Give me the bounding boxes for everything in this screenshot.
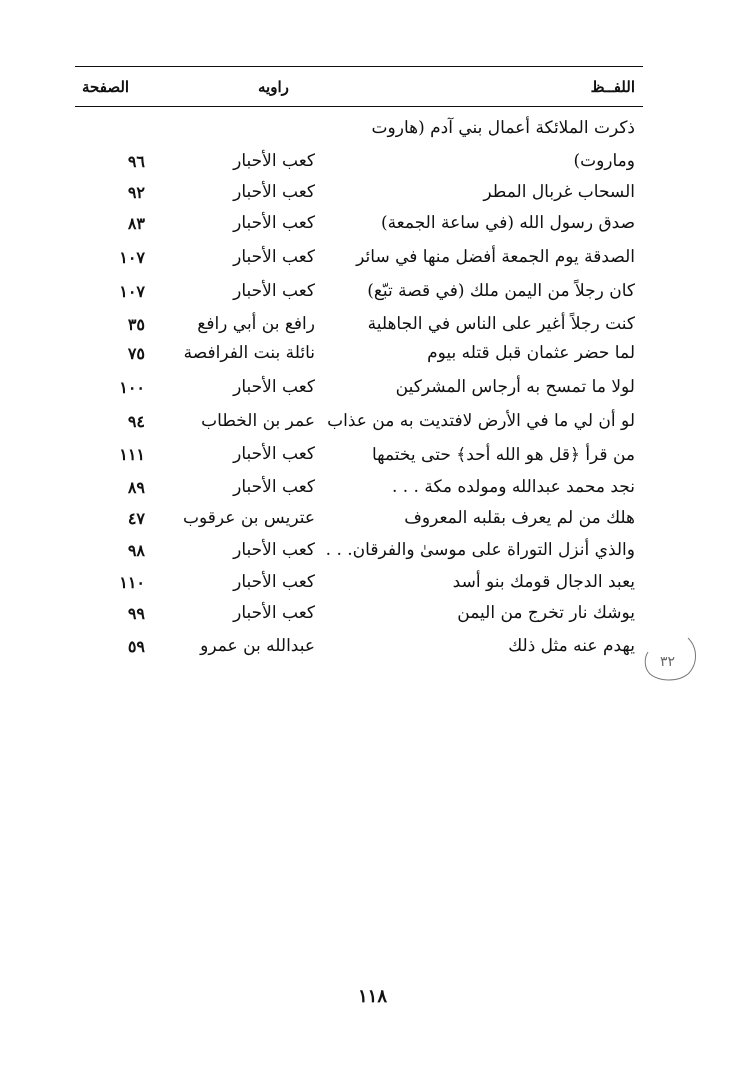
row-narrator: كعب الأحبار [233,213,315,233]
row-narrator: كعب الأحبار [233,247,315,267]
row-narrator: كعب الأحبار [233,572,315,592]
row-page: ١٠٧ [119,282,145,301]
row-word: لما حضر عثمان قبل قتله بيوم [427,343,635,363]
row-word: يهدم عنه مثل ذلك [508,636,635,656]
row-word: الصدقة يوم الجمعة أفضل منها في سائر [356,247,635,267]
row-narrator: كعب الأحبار [233,151,315,171]
row-narrator: عتريس بن عرقوب [183,508,315,528]
row-narrator: نائلة بنت الفرافصة [183,343,315,363]
header-narrator: راويه [258,78,289,96]
row-narrator: كعب الأحبار [233,540,315,560]
row-word: كنت رجلاً أغير على الناس في الجاهلية [367,314,635,334]
row-page: ٣٥ [127,315,145,334]
row-word: لولا ما تمسح به أرجاس المشركين [395,377,635,397]
row-narrator: كعب الأحبار [233,281,315,301]
margin-annotation [638,634,700,684]
header-rule [75,106,643,107]
row-word: ذكرت الملائكة أعمال بني آدم (هاروت [371,118,635,138]
row-narrator: كعب الأحبار [233,444,315,464]
row-narrator: كعب الأحبار [233,477,315,497]
row-narrator: رافع بن أبي رافع [197,314,315,334]
row-page: ٩٦ [127,152,145,171]
row-narrator: عمر بن الخطاب [201,411,315,431]
row-word: السحاب غربال المطر [483,182,635,202]
row-page: ٩٢ [127,183,145,202]
row-page: ١١١ [119,445,145,464]
row-word: وماروت) [573,151,635,171]
row-narrator: كعب الأحبار [233,182,315,202]
row-page: ٩٨ [127,541,145,560]
header-page: الصفحة [82,78,130,96]
row-word: يعبد الدجال قومك بنو أسد [452,572,635,592]
row-narrator: كعب الأحبار [233,377,315,397]
row-narrator: كعب الأحبار [233,603,315,623]
row-page: ٨٣ [127,214,145,233]
row-word: والذي أنزل التوراة على موسىٰ والفرقان. . . [325,540,635,560]
row-word: صدق رسول الله (في ساعة الجمعة) [380,213,635,233]
row-page: ١١٠ [119,573,145,592]
row-page: ٧٥ [127,344,145,363]
row-word: نجد محمد عبدالله ومولده مكة . . . [391,477,635,497]
row-page: ٩٩ [127,604,145,623]
row-word: هلك من لم يعرف بقلبه المعروف [404,508,635,528]
row-narrator: عبدالله بن عمرو [200,636,315,656]
row-page: ٥٩ [127,637,145,656]
row-word: يوشك نار تخرج من اليمن [457,603,635,623]
margin-note: ٣٢ [660,654,676,670]
row-page: ٤٧ [127,509,145,528]
header-word: اللفــظ [590,78,635,96]
top-rule [75,66,643,67]
row-page: ٨٩ [127,478,145,497]
page-number: ١١٨ [357,986,387,1007]
row-word: كان رجلاً من اليمن ملك (في قصة تبّع) [367,281,635,301]
row-word: لو أن لي ما في الأرض لافتديت به من عذاب [327,411,635,431]
row-page: ١٠٧ [119,248,145,267]
row-word: من قرأ ﴿قل هو الله أحد﴾ حتى يختمها [371,445,635,465]
row-page: ١٠٠ [119,378,145,397]
row-page: ٩٤ [127,412,145,431]
